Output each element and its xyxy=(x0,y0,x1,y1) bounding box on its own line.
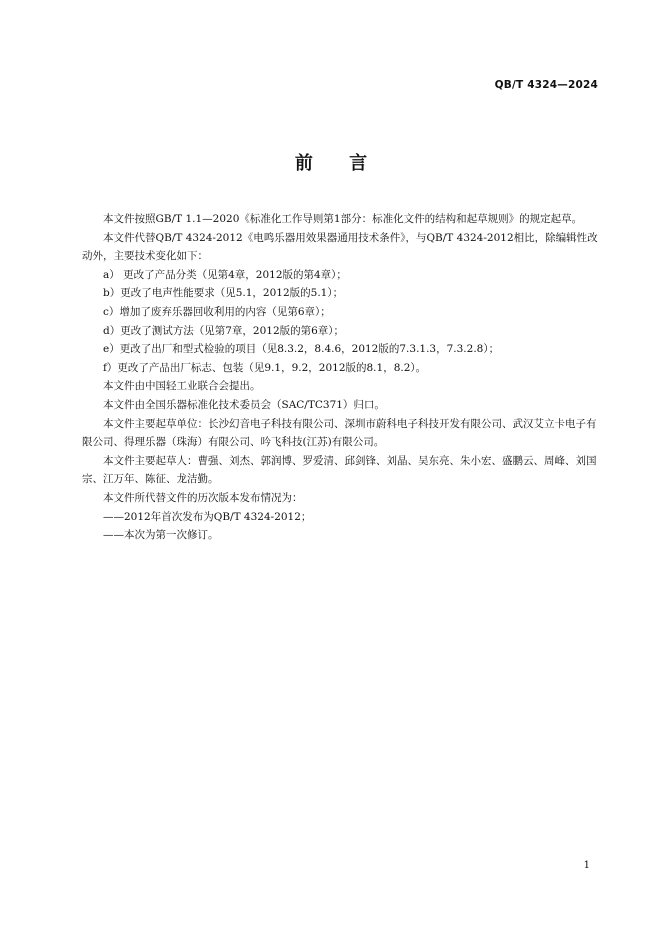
change-item-a: a） 更改了产品分类（见第4章，2012版的第4章）； xyxy=(103,268,347,281)
history-item-first: ——2012年首次发布为QB/T 4324-2012； xyxy=(103,510,312,523)
paragraph-drafters: 本文件主要起草人：曹强、刘杰、郭润博、罗爱清、邱剑锋、刘晶、吴东亮、朱小宏、盛鹏云、周峰、刘国宗、江万年、陈征、龙洁勤。 xyxy=(82,454,597,486)
paragraph-proposer: 本文件由中国轻工业联合会提出。 xyxy=(103,380,261,393)
change-item-f: f）更改了产品出厂标志、包装（见9.1，9.2，2012版的8.1，8.2）。 xyxy=(103,361,427,374)
paragraph-replacement: 本文件代替QB/T 4324-2012《电鸣乐器用效果器通用技术条件》，与QB/T 4324-2012相比，除编辑性改动外，主要技术变化如下： xyxy=(82,231,598,263)
history-item-second: ——本次为第一次修订。 xyxy=(103,529,219,542)
change-item-b: b）更改了电声性能要求（见5.1，2012版的5.1）； xyxy=(103,287,344,300)
document-body xyxy=(82,210,600,545)
change-item-d: d）更改了测试方法（见第7章，2012版的第6章）； xyxy=(103,324,345,337)
paragraph-history-intro: 本文件所代替文件的历次版本发布情况为： xyxy=(103,491,303,504)
paragraph-drafting-units: 本文件主要起草单位：长沙幻音电子科技有限公司、深圳市蔚科电子科技开发有限公司、武汉艾立卡电子有限公司、得理乐器（珠海）有限公司、吟飞科技(江苏)有限公司。 xyxy=(82,417,597,449)
page-title: 前 言 xyxy=(294,153,368,174)
change-item-e: e）更改了出厂和型式检验的项目（见8.3.2，8.4.6，2012版的7.3.1.3，7.3.2.8）； xyxy=(103,343,500,356)
change-item-c: c）增加了废弃乐器回收利用的内容（见第6章）； xyxy=(103,305,331,318)
paragraph-centralizer: 本文件由全国乐器标准化技术委员会（SAC/TC371）归口。 xyxy=(103,398,385,411)
page-number: 1 xyxy=(583,860,590,871)
standard-code: QB/T 4324—2024 xyxy=(494,79,598,91)
paragraph-drafting-rules: 本文件按照GB/T 1.1—2020《标准化工作导则第1部分：标准化文件的结构和起草规则》的规定起草。 xyxy=(103,213,583,225)
